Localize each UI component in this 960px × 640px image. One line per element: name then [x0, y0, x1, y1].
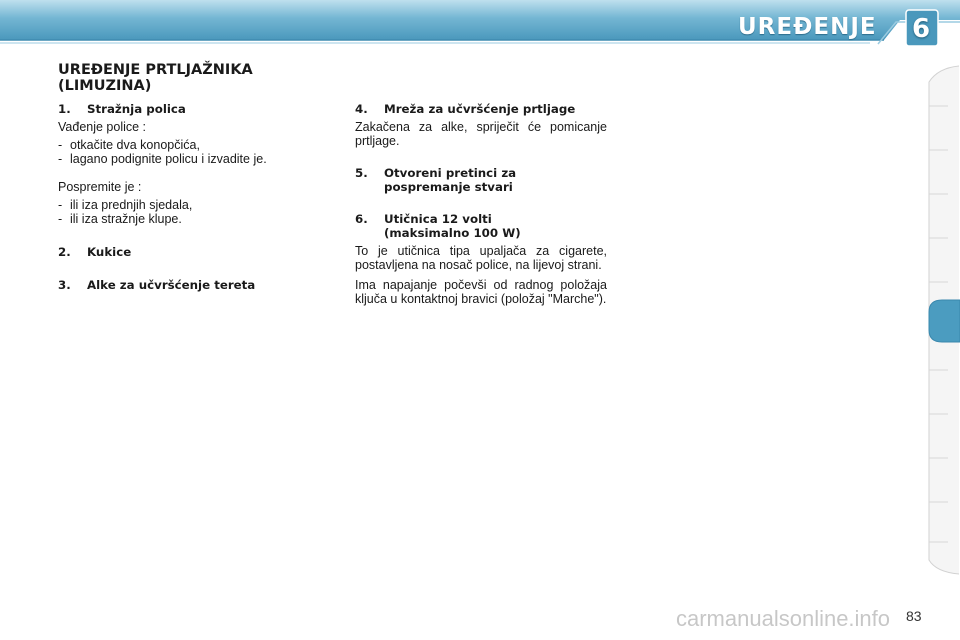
- chapter-title: UREĐENJE: [738, 14, 877, 40]
- left-column: [58, 102, 308, 292]
- list-item-text: ili iza prednjih sjedala,: [70, 198, 193, 212]
- section-title-line1: UREĐENJE PRTLJAŽNIKA: [58, 62, 253, 78]
- heading-1-number: 1.: [58, 102, 71, 116]
- chapter-tab-strip: [926, 64, 960, 576]
- heading-1-text: Stražnja polica: [87, 102, 186, 116]
- heading-5-number: 5.: [355, 166, 368, 180]
- heading-6-text-line2: (maksimalno 100 W): [384, 226, 521, 240]
- section-title-line2: (LIMUZINA): [58, 78, 152, 94]
- heading-6-text-line1: Utičnica 12 volti: [384, 212, 492, 226]
- heading-4-text: Mreža za učvršćenje prtljage: [384, 102, 576, 116]
- heading-6-number: 6.: [355, 212, 368, 226]
- list-item: - ili iza prednjih sjedala,: [58, 198, 308, 212]
- heading-1: [58, 102, 308, 116]
- list-item: - otkačite dva konopčića,: [58, 138, 308, 152]
- active-chapter-tab: [929, 300, 960, 342]
- paragraph: To je utičnica tipa upaljača za cigarete, postavljena na nosač police, na lijevoj strani.: [355, 244, 607, 272]
- watermark: carmanualsonline.info: [676, 606, 891, 631]
- list-item-text: lagano podignite policu i izvadite je.: [70, 152, 267, 166]
- right-column: [355, 102, 607, 306]
- heading-4: [355, 102, 607, 116]
- heading-2-number: 2.: [58, 245, 71, 259]
- page-number: 83: [906, 608, 922, 624]
- paragraph: Zakačena za alke, spriječit će pomicanje prtljage.: [355, 120, 607, 148]
- heading-5: [355, 166, 607, 194]
- paragraph: Vađenje police :: [58, 120, 147, 134]
- heading-5-text-line2: pospremanje stvari: [384, 180, 513, 194]
- heading-3-number: 3.: [58, 278, 71, 292]
- heading-5-text-line1: Otvoreni pretinci za: [384, 166, 517, 180]
- list-item: - lagano podignite policu i izvadite je.: [58, 152, 308, 166]
- list-item-text: otkačite dva konopčića,: [70, 138, 200, 152]
- list-item: - ili iza stražnje klupe.: [58, 212, 308, 226]
- page-header: [0, 0, 960, 52]
- heading-2: [58, 245, 308, 259]
- heading-6: [355, 212, 607, 240]
- paragraph: Pospremite je :: [58, 180, 142, 194]
- chapter-tabs: [926, 64, 960, 576]
- heading-2-text: Kukice: [87, 245, 132, 259]
- chapter-number: 6: [911, 14, 931, 44]
- heading-3: [58, 278, 308, 292]
- heading-3-text: Alke za učvršćenje tereta: [87, 278, 256, 292]
- paragraph: Ima napajanje počevši od radnog položaja ključa u kontaktnoj bravici (položaj "Marche").: [355, 278, 607, 306]
- list-item-text: ili iza stražnje klupe.: [70, 212, 182, 226]
- section-title: [58, 62, 253, 94]
- heading-4-number: 4.: [355, 102, 368, 116]
